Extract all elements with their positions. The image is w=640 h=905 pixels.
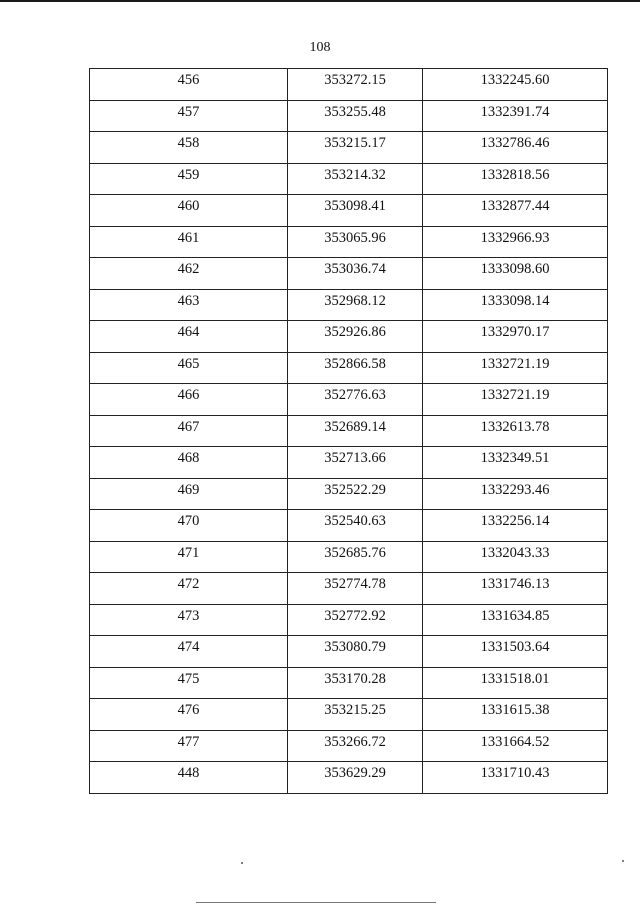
point-number-cell	[90, 478, 288, 510]
cell-value: 353214.32	[324, 166, 386, 183]
x-coordinate-cell	[288, 699, 423, 731]
point-number-cell	[90, 195, 288, 227]
table-row	[90, 352, 608, 384]
cell-value: 463	[177, 292, 200, 309]
coordinates-table-body	[90, 69, 608, 794]
cell-value: 468	[177, 450, 200, 466]
table-row	[90, 289, 608, 321]
point-number-cell	[90, 604, 288, 636]
cell-value: 352776.63	[324, 387, 386, 403]
y-coordinate-cell	[423, 762, 608, 794]
cell-value: 353272.15	[324, 72, 386, 88]
cell-value: 466	[177, 387, 200, 403]
cell-value: 1331615.38	[480, 702, 550, 718]
cell-value: 460	[177, 198, 200, 214]
cell-value: 457	[177, 103, 200, 120]
cell-value: 456	[177, 72, 200, 88]
cell-value: 1332256.14	[480, 513, 550, 529]
x-coordinate-cell	[288, 195, 423, 227]
point-number-cell	[90, 100, 288, 132]
point-number-cell	[90, 415, 288, 447]
cell-value: 470	[177, 513, 200, 529]
point-number-cell	[90, 163, 288, 195]
coordinates-table	[89, 68, 608, 794]
x-coordinate-cell	[288, 132, 423, 164]
x-coordinate-cell	[288, 352, 423, 384]
table-row	[90, 415, 608, 447]
cell-value: 477	[177, 733, 200, 750]
cell-value: 462	[177, 261, 200, 277]
scan-speck	[622, 860, 624, 862]
y-coordinate-cell	[423, 132, 608, 164]
cell-value: 461	[177, 229, 200, 246]
cell-value: 1332970.17	[480, 324, 550, 340]
cell-value: 464	[177, 324, 200, 340]
point-number-cell	[90, 321, 288, 353]
point-number-cell	[90, 132, 288, 164]
cell-value: 1331503.64	[480, 639, 550, 655]
cell-value: 1332613.78	[480, 418, 550, 435]
y-coordinate-cell	[423, 226, 608, 258]
point-number-cell	[90, 699, 288, 731]
x-coordinate-cell	[288, 289, 423, 321]
table-row	[90, 762, 608, 794]
y-coordinate-cell	[423, 69, 608, 101]
x-coordinate-cell	[288, 510, 423, 542]
table-row	[90, 478, 608, 510]
cell-value: 352774.78	[324, 576, 386, 592]
cell-value: 1332786.46	[480, 135, 550, 151]
table-row	[90, 447, 608, 479]
cell-value: 1331710.43	[480, 765, 550, 781]
y-coordinate-cell	[423, 384, 608, 416]
cell-value: 465	[177, 355, 200, 372]
cell-value: 459	[177, 166, 200, 183]
cell-value: 472	[177, 576, 200, 592]
y-coordinate-cell	[423, 195, 608, 227]
cell-value: 352522.29	[324, 481, 386, 498]
cell-value: 469	[177, 481, 200, 498]
table-row	[90, 541, 608, 573]
table-row	[90, 604, 608, 636]
table-row	[90, 195, 608, 227]
point-number-cell	[90, 226, 288, 258]
y-coordinate-cell	[423, 730, 608, 762]
y-coordinate-cell	[423, 163, 608, 195]
cell-value: 1332349.51	[480, 450, 550, 466]
cell-value: 353065.96	[324, 229, 386, 246]
point-number-cell	[90, 258, 288, 290]
cell-value: 353255.48	[324, 103, 386, 120]
x-coordinate-cell	[288, 604, 423, 636]
cell-value: 458	[177, 135, 200, 151]
table-row	[90, 573, 608, 605]
point-number-cell	[90, 573, 288, 605]
page-number: 108	[309, 40, 331, 55]
table-row	[90, 667, 608, 699]
cell-value: 1332245.60	[480, 72, 550, 88]
y-coordinate-cell	[423, 510, 608, 542]
table-row	[90, 69, 608, 101]
cell-value: 352713.66	[324, 450, 386, 466]
y-coordinate-cell	[423, 478, 608, 510]
cell-value: 353098.41	[324, 198, 386, 214]
cell-value: 352926.86	[324, 324, 386, 340]
cell-value: 1332043.33	[480, 544, 550, 561]
table-row	[90, 699, 608, 731]
cell-value: 475	[177, 670, 200, 687]
cell-value: 1332721.19	[480, 387, 550, 403]
x-coordinate-cell	[288, 667, 423, 699]
cell-value: 1333098.14	[480, 292, 550, 309]
scan-bottom-edge	[196, 902, 436, 903]
point-number-cell	[90, 352, 288, 384]
point-number-cell	[90, 667, 288, 699]
y-coordinate-cell	[423, 636, 608, 668]
y-coordinate-cell	[423, 415, 608, 447]
x-coordinate-cell	[288, 384, 423, 416]
x-coordinate-cell	[288, 573, 423, 605]
table-row	[90, 226, 608, 258]
table-row	[90, 321, 608, 353]
cell-value: 1332818.56	[480, 166, 550, 183]
y-coordinate-cell	[423, 289, 608, 321]
cell-value: 473	[177, 607, 200, 624]
x-coordinate-cell	[288, 69, 423, 101]
cell-value: 1331518.01	[480, 670, 550, 687]
cell-value: 353036.74	[324, 261, 386, 277]
cell-value: 353629.29	[324, 765, 386, 781]
y-coordinate-cell	[423, 100, 608, 132]
table-row	[90, 132, 608, 164]
x-coordinate-cell	[288, 730, 423, 762]
table-row	[90, 100, 608, 132]
table-row	[90, 636, 608, 668]
cell-value: 353080.79	[324, 639, 386, 655]
cell-value: 467	[177, 418, 200, 435]
cell-value: 1332966.93	[480, 229, 550, 246]
point-number-cell	[90, 384, 288, 416]
cell-value: 352689.14	[324, 418, 386, 435]
cell-value: 1333098.60	[480, 261, 550, 277]
cell-value: 353170.28	[324, 670, 386, 687]
cell-value: 1332391.74	[480, 103, 550, 120]
x-coordinate-cell	[288, 478, 423, 510]
cell-value: 353215.17	[324, 135, 386, 151]
point-number-cell	[90, 762, 288, 794]
x-coordinate-cell	[288, 447, 423, 479]
point-number-cell	[90, 69, 288, 101]
x-coordinate-cell	[288, 100, 423, 132]
point-number-cell	[90, 636, 288, 668]
cell-value: 476	[177, 702, 200, 718]
cell-value: 1332877.44	[480, 198, 550, 214]
point-number-cell	[90, 510, 288, 542]
cell-value: 471	[177, 544, 200, 561]
point-number-cell	[90, 541, 288, 573]
table-row	[90, 384, 608, 416]
table-row	[90, 258, 608, 290]
cell-value: 1331746.13	[480, 576, 550, 592]
cell-value: 1332293.46	[480, 481, 550, 498]
scan-top-edge	[0, 0, 640, 2]
cell-value: 353266.72	[324, 733, 386, 750]
y-coordinate-cell	[423, 258, 608, 290]
y-coordinate-cell	[423, 667, 608, 699]
cell-value: 448	[177, 765, 200, 781]
x-coordinate-cell	[288, 258, 423, 290]
cell-value: 352685.76	[324, 544, 386, 561]
table-row	[90, 163, 608, 195]
y-coordinate-cell	[423, 321, 608, 353]
y-coordinate-cell	[423, 541, 608, 573]
point-number-cell	[90, 730, 288, 762]
table-row	[90, 730, 608, 762]
cell-value: 1332721.19	[480, 355, 550, 372]
x-coordinate-cell	[288, 636, 423, 668]
x-coordinate-cell	[288, 541, 423, 573]
cell-value: 352866.58	[324, 355, 386, 372]
y-coordinate-cell	[423, 573, 608, 605]
x-coordinate-cell	[288, 415, 423, 447]
cell-value: 352772.92	[324, 607, 386, 624]
y-coordinate-cell	[423, 604, 608, 636]
x-coordinate-cell	[288, 321, 423, 353]
y-coordinate-cell	[423, 352, 608, 384]
x-coordinate-cell	[288, 226, 423, 258]
x-coordinate-cell	[288, 762, 423, 794]
point-number-cell	[90, 447, 288, 479]
point-number-cell	[90, 289, 288, 321]
table-row	[90, 510, 608, 542]
y-coordinate-cell	[423, 699, 608, 731]
x-coordinate-cell	[288, 163, 423, 195]
cell-value: 474	[177, 639, 200, 655]
cell-value: 1331664.52	[480, 733, 550, 750]
cell-value: 1331634.85	[480, 607, 550, 624]
scan-speck	[241, 862, 243, 864]
cell-value: 353215.25	[324, 702, 386, 718]
cell-value: 352968.12	[324, 292, 386, 309]
cell-value: 352540.63	[324, 513, 386, 529]
y-coordinate-cell	[423, 447, 608, 479]
